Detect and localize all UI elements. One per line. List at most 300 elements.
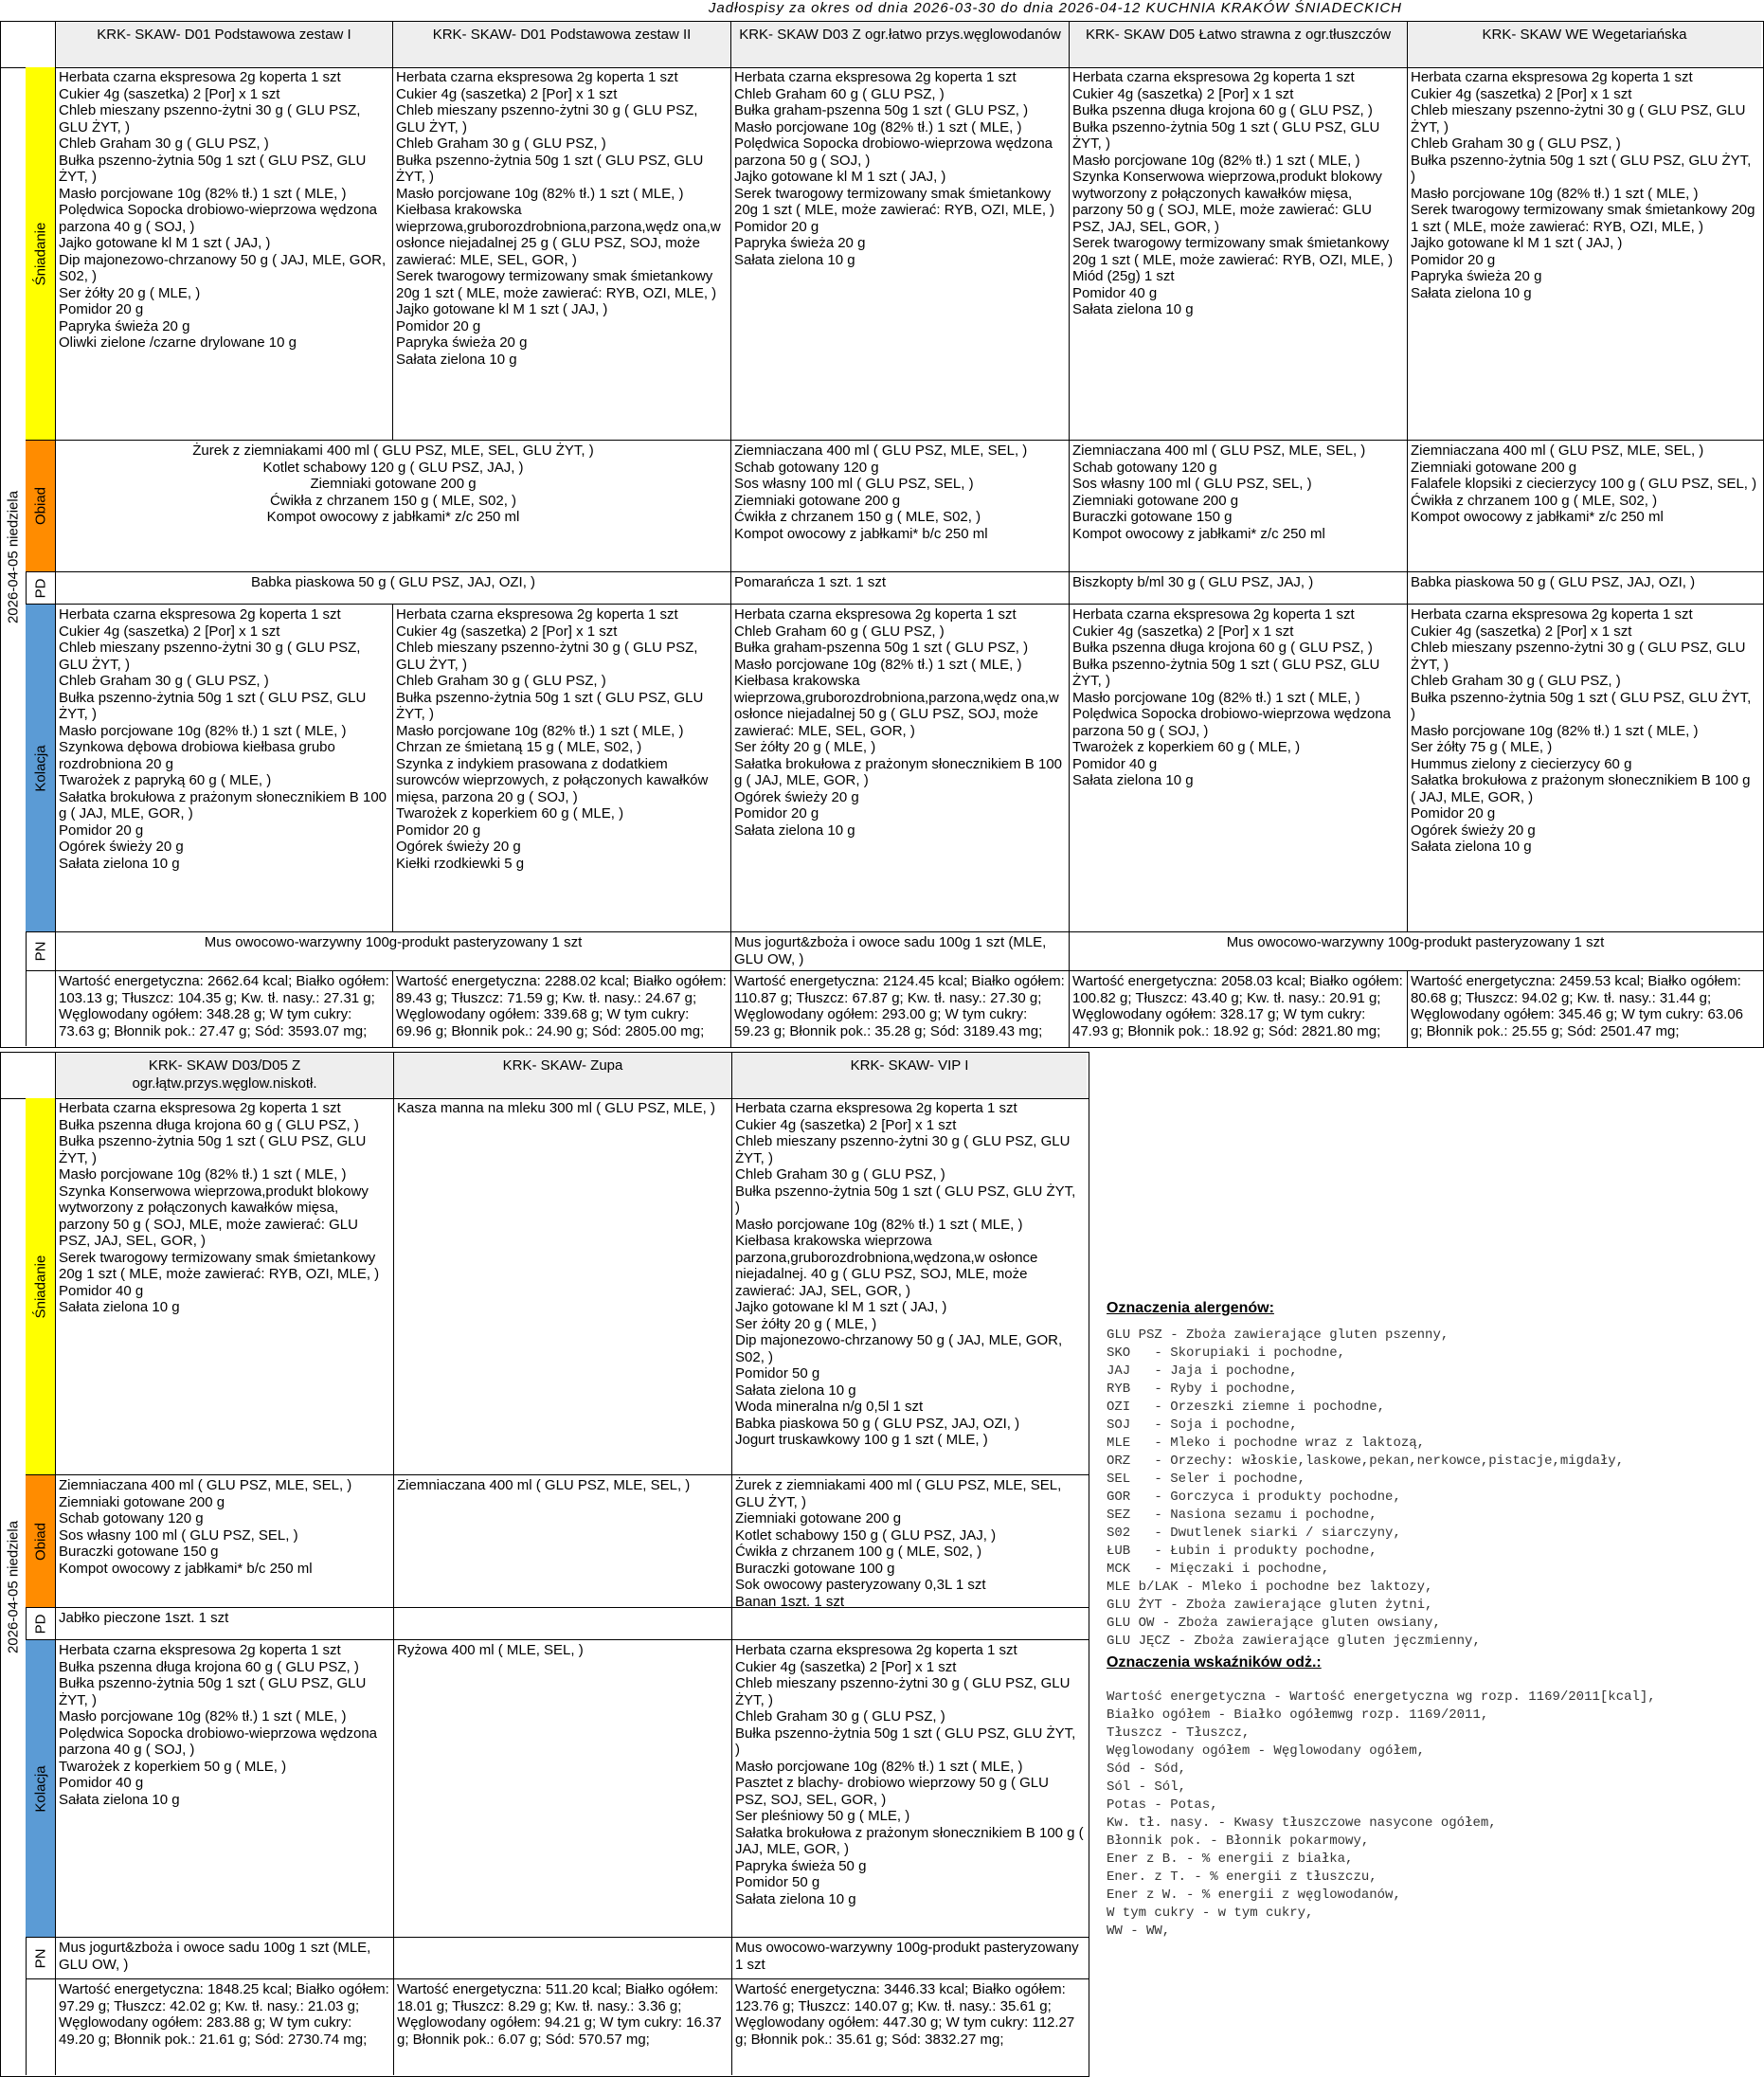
menu-item: Bułka pszenno-żytnia 50g 1 szt ( GLU PSZ, GLU ŻYT, ) [59,152,367,185]
menu-item: Schab gotowany 120 g [734,459,879,476]
menu-item: Masło porcjowane 10g (82% tł.) 1 szt ( MLE, ) [396,185,684,202]
menu-item: Cukier 4g (saszetka) 2 [Por] x 1 szt [1411,85,1632,102]
menu-item: Cukier 4g (saszetka) 2 [Por] x 1 szt [396,85,618,102]
menu-item: Jogurt truskawkowy 100 g 1 szt ( MLE, ) [735,1432,988,1448]
menu-item: Ćwikła z chrzanem 100 g ( MLE, S02, ) [735,1544,982,1560]
menu-item: Papryka świeża 20 g [396,334,528,351]
menu-item: Ziemniaki gotowane 200 g [310,476,477,492]
menu-cell [56,67,393,440]
header-blank [1,1053,56,1098]
menu-item: Kompot owocowy z jabłkami* z/c 250 ml [1072,525,1325,542]
legend-line: GLU PSZ - Zboża zawierające gluten pszenny, [1107,1327,1449,1343]
diet-header: KRK- SKAW WE Wegetariańska [1408,22,1761,67]
meal-label-supper: Kolacja [26,605,56,932]
menu-item: Herbata czarna ekspresowa 2g koperta 1 szt [59,1100,341,1116]
menu-item: Chleb mieszany pszenno-żytni 30 g ( GLU PSZ, GLU ŻYT, ) [59,102,361,135]
menu-item: Bułka pszenno-żytnia 50g 1 szt ( GLU PSZ, GLU ŻYT, ) [1072,118,1380,152]
menu-item: Kiełbasa krakowska wieprzowa,gruborozdrobniona,parzona,wędz ona,w osłonce niejadalnej 25 g ( GLU PSZ, SOJ, może zawierać: MLE, SEL, GOR, ) [396,202,721,268]
menu-item: Sałata zielona 10 g [1411,284,1532,301]
menu-item: Szynka Konserwowa wieprzowa,produkt blokowy wytworzony z połączonych kawałków mięsa, parzony 50 g ( SOJ, MLE, może zawierać: GLU PSZ, JAJ, SEL, GOR, ) [1072,169,1382,235]
menu-cell: Wartość energetyczna: 2288.02 kcal; Białko ogółem: 89.43 g; Tłuszcz: 71.59 g; Kw. tł. nasy.: 24.67 g; Węglowodany ogółem: 339.68 g; W tym cukry: 69.96 g; Błonnik pok.: 24.90 g; Sód: 2805.00 mg; [393,971,731,1047]
menu-cell: Wartość energetyczna: 3446.33 kcal; Białko ogółem: 123.76 g; Tłuszcz: 140.07 g; Kw. tł. nasy.: 35.61 g; Węglowodany ogółem: 447.30 g; W tym cukry: 112.27 g; Błonnik pok.: 35.61 g; Sód: 3832.27 mg; [735,1981,1075,2048]
menu-item: Ziemniaczana 400 ml ( GLU PSZ, MLE, SEL, ) [734,442,1028,459]
menu-item: Kiełbasa krakowska wieprzowa parzona,gruborozdrobniona,wędzona,w osłonce niejadalnej. 40 g ( GLU PSZ, SOJ, MLE, może zawierać: JAJ, SEL, GOR, ) [735,1233,1038,1299]
menu-item: Chrzan ze śmietaną 15 g ( MLE, S02, ) [396,739,642,755]
meal-label-breakfast: Śniadanie [26,67,56,441]
legend-line: Błonnik pok. - Błonnik pokarmowy, [1107,1833,1370,1849]
menu-item: Sałata zielona 10 g [735,1382,856,1399]
menu-item: Kompot owocowy z jabłkami* z/c 250 ml [1411,509,1664,525]
menu-cell [732,1640,1087,1937]
menu-item: Bułka pszenna długa krojona 60 g ( GLU PSZ, ) [1072,102,1373,118]
diet-header: KRK- SKAW D05 Łatwo strawna z ogr.tłuszczów [1070,22,1408,67]
legend-line: MLE - Mleko i pochodne wraz z laktozą, [1107,1436,1426,1451]
menu-item: Sos własny 100 ml ( GLU PSZ, SEL, ) [1072,476,1312,492]
menu-cell: Mus owocowo-warzywny 100g-produkt pasteryzowany 1 szt [1226,934,1605,950]
meal-label-pd: PD [26,572,56,605]
menu-cell [1070,67,1408,440]
breakfast-row-bottom [56,1098,1089,1475]
menu-item: Bułka pszenno-żytnia 50g 1 szt ( GLU PSZ, GLU ŻYT, ) [735,1183,1076,1216]
menu-item: Jajko gotowane kl M 1 szt ( JAJ, ) [59,235,271,251]
menu-item: Polędwica Sopocka drobiowo-wieprzowa wędzona parzona 40 g ( SOJ, ) [59,202,378,235]
menu-item: Dip majonezowo-chrzanowy 50 g ( JAJ, MLE, GOR, S02, ) [735,1332,1063,1365]
menu-item: Jajko gotowane kl M 1 szt ( JAJ, ) [734,169,946,185]
menu-item: Masło porcjowane 10g (82% tł.) 1 szt ( MLE, ) [735,1216,1023,1233]
legend-line: GLU ŻYT - Zboża zawierające gluten żytni, [1107,1598,1433,1613]
menu-item: Herbata czarna ekspresowa 2g koperta 1 szt [734,606,1017,623]
menu-item: Buraczki gotowane 100 g [735,1560,895,1577]
meal-label-pd-bottom: PD [26,1608,56,1640]
menu-item: Schab gotowany 120 g [59,1510,204,1526]
legend-line: MLE b/LAK - Mleko i pochodne bez laktozy, [1107,1580,1433,1595]
meal-label-blank [26,971,56,1047]
menu-item: Bułka pszenno-żytnia 50g 1 szt ( GLU PSZ, GLU ŻYT, ) [1072,656,1380,689]
menu-item: Ser pleśniowy 50 g ( MLE, ) [735,1808,910,1824]
meal-label-breakfast-bottom: Śniadanie [26,1098,56,1475]
menu-item: Masło porcjowane 10g (82% tł.) 1 szt ( MLE, ) [734,656,1022,673]
nutrition-row [56,971,1763,1047]
legend-line: GOR - Gorczyca i produkty pochodne, [1107,1490,1401,1505]
legend-line: S02 - Dwutlenek siarki / siarczyny, [1107,1526,1401,1541]
menu-item: Sałata zielona 10 g [1072,301,1194,317]
menu-item: Cukier 4g (saszetka) 2 [Por] x 1 szt [1411,623,1632,640]
menu-item: Twarożek z koperkiem 60 g ( MLE, ) [1072,739,1301,755]
menu-item: Sałatka brokułowa z prażonym słonecznikiem B 100 g ( JAJ, MLE, GOR, ) [1411,772,1751,805]
menu-item: Sok owocowy pasteryzowany 0,3L 1 szt [735,1577,986,1593]
pn-row [56,932,1763,971]
menu-item: Chleb Graham 30 g ( GLU PSZ, ) [735,1166,945,1183]
menu-item: Cukier 4g (saszetka) 2 [Por] x 1 szt [59,85,280,102]
menu-cell [56,605,393,931]
menu-cell: Wartość energetyczna: 2124.45 kcal; Białko ogółem: 110.87 g; Tłuszcz: 67.87 g; Kw. tł. nasy.: 27.30 g; Węglowodany ogółem: 293.00 g; W tym cukry: 59.23 g; Błonnik pok.: 35.28 g; Sód: 3189.43 mg; [731,971,1070,1047]
menu-item: Chleb mieszany pszenno-żytni 30 g ( GLU PSZ, GLU ŻYT, ) [59,640,361,673]
legend-line: GLU OW - Zboża zawierające gluten owsiany, [1107,1616,1441,1631]
menu-item: Pomidor 20 g [734,805,819,822]
menu-item: Papryka świeża 50 g [735,1857,867,1874]
menu-item: Kotlet schabowy 150 g ( GLU PSZ, JAJ, ) [735,1526,997,1544]
legend-line: RYB - Ryby i pochodne, [1107,1382,1298,1397]
menu-item: Herbata czarna ekspresowa 2g koperta 1 szt [1411,69,1693,85]
menu-cell [1408,605,1761,931]
date-label-bottom: 2026-04-05 niedziela [1,1098,27,2075]
menu-item: Ser żółty 20 g ( MLE, ) [735,1315,877,1332]
menu-item: Jajko gotowane kl M 1 szt ( JAJ, ) [396,301,608,317]
menu-item: Ryżowa 400 ml ( MLE, SEL, ) [397,1642,584,1658]
legend-line: WW - WW, [1107,1923,1171,1939]
menu-item: Szynkowa dębowa drobiowa kiełbasa grubo rozdrobniona 20 g [59,739,335,772]
menu-item: Sałatka brokułowa z prażonym słonecznikiem B 100 g ( JAJ, MLE, GOR, ) [734,755,1063,788]
menu-item: Masło porcjowane 10g (82% tł.) 1 szt ( MLE, ) [735,1758,1023,1775]
menu-item: Kiełbasa krakowska wieprzowa,gruborozdrobniona,parzona,wędz ona,w osłonce niejadalnej 50 g ( GLU PSZ, SOJ, może zawierać: MLE, SEL, GOR, ) [734,673,1059,739]
menu-cell: Wartość energetyczna: 1848.25 kcal; Białko ogółem: 97.29 g; Tłuszcz: 42.02 g; Kw. tł. nasy.: 21.03 g; Węglowodany ogółem: 283.88 g; W tym cukry: 49.20 g; Błonnik pok.: 21.61 g; Sód: 2730.74 mg; [56,1979,394,2075]
allergen-list [1107,1327,1760,1651]
menu-item: Papryka świeża 20 g [1411,268,1542,284]
pn-row-bottom [56,1938,1089,1979]
legend-line: Tłuszcz - Tłuszcz, [1107,1725,1251,1741]
menu-item: Chleb Graham 30 g ( GLU PSZ, ) [1411,673,1621,689]
menu-item: Masło porcjowane 10g (82% tł.) 1 szt ( MLE, ) [1411,722,1699,739]
menu-item: Herbata czarna ekspresowa 2g koperta 1 szt [59,606,341,623]
menu-item: Ser żółty 20 g ( MLE, ) [59,284,201,301]
menu-item: Sałata zielona 10 g [735,1890,856,1907]
menu-item: Ogórek świeży 20 g [396,839,521,855]
menu-item: Chleb Graham 30 g ( GLU PSZ, ) [396,135,606,152]
menu-item: Masło porcjowane 10g (82% tł.) 1 szt ( MLE, ) [59,1166,347,1183]
menu-item: Pomidor 20 g [1411,251,1496,268]
menu-item: Buraczki gotowane 150 g [1072,509,1233,525]
menu-cell: Mus owocowo-warzywny 100g-produkt pasteryzowany 1 szt [56,932,731,970]
menu-item: Sałata zielona 10 g [59,1299,180,1315]
menu-item: Chleb mieszany pszenno-żytni 30 g ( GLU PSZ, GLU ŻYT, ) [735,1133,1071,1166]
menu-item: Bułka pszenna długa krojona 60 g ( GLU PSZ, ) [1072,640,1373,656]
menu-cell: Wartość energetyczna: 511.20 kcal; Białko ogółem: 18.01 g; Tłuszcz: 8.29 g; Kw. tł. nasy.: 3.36 g; Węglowodany ogółem: 94.21 g; W tym cukry: 16.37 g; Błonnik pok.: 6.07 g; Sód: 570.57 mg; [394,1979,732,2075]
menu-item: Masło porcjowane 10g (82% tł.) 1 szt ( MLE, ) [734,118,1022,135]
menu-item: Bułka pszenna długa krojona 60 g ( GLU PSZ, ) [59,1658,359,1675]
menu-item: Papryka świeża 20 g [59,317,190,334]
menu-item: Jajko gotowane kl M 1 szt ( JAJ, ) [1411,235,1623,251]
menu-item: Pasztet z blachy- drobiowo wieprzowy 50 g ( GLU PSZ, SOJ, SEL, GOR, ) [735,1775,1049,1808]
header-blank [1,22,56,67]
menu-item: Chleb Graham 30 g ( GLU PSZ, ) [396,673,606,689]
menu-item: Babka piaskowa 50 g ( GLU PSZ, JAJ, OZI, ) [735,1415,1020,1432]
menu-cell [393,605,731,931]
menu-item: Sałata zielona 10 g [59,1791,180,1808]
legend-line: SEL - Seler i pochodne, [1107,1472,1306,1487]
menu-cell [1070,441,1408,571]
menu-item: Herbata czarna ekspresowa 2g koperta 1 szt [59,69,341,85]
indicator-list [1107,1689,1760,1941]
allergens-title: Oznaczenia alergenów: [1107,1300,1274,1316]
diet-header-row-bottom [1,1053,1089,1099]
menu-item: Herbata czarna ekspresowa 2g koperta 1 szt [734,69,1017,85]
menu-item: Pomidor 20 g [1411,805,1496,822]
menu-cell [1408,441,1761,571]
menu-item: Ziemniaki gotowane 200 g [734,492,901,509]
menu-item: Ziemniaki gotowane 200 g [1411,459,1577,476]
menu-item: Pomidor 20 g [59,301,144,317]
menu-item: Masło porcjowane 10g (82% tł.) 1 szt ( MLE, ) [1072,689,1360,706]
meal-label-supper-bottom: Kolacja [26,1640,56,1938]
menu-item: Bułka pszenno-żytnia 50g 1 szt ( GLU PSZ, GLU ŻYT, ) [1411,689,1752,722]
menu-item: Serek twarogowy termizowany smak śmietankowy 20g 1 szt ( MLE, może zawierać: RYB, OZI, MLE, ) [396,268,717,301]
menu-item: Chleb Graham 30 g ( GLU PSZ, ) [1411,135,1621,152]
diet-header-row [1,22,1763,68]
legend-line: Węglowodany ogółem - Węglowodany ogółem, [1107,1743,1426,1759]
menu-item: Ser żółty 75 g ( MLE, ) [1411,739,1553,755]
menu-cell: Wartość energetyczna: 2058.03 kcal; Białko ogółem: 100.82 g; Tłuszcz: 43.40 g; Kw. tł. nasy.: 20.91 g; Węglowodany ogółem: 328.17 g; W tym cukry: 47.93 g; Błonnik pok.: 18.92 g; Sód: 2821.80 mg; [1070,971,1408,1047]
meal-label-lunch-bottom: Obiad [26,1475,56,1608]
legend-line: Ener z B. - % energii z białka, [1107,1851,1354,1867]
menu-item: Banan 1szt. 1 szt [735,1593,845,1607]
legend-line: SOJ - Soja i pochodne, [1107,1418,1298,1433]
menu-cell [56,441,731,571]
menu-item: Miód (25g) 1 szt [1072,268,1175,284]
menu-item: Chleb mieszany pszenno-żytni 30 g ( GLU PSZ, GLU ŻYT, ) [1411,640,1746,673]
menu-item: Masło porcjowane 10g (82% tł.) 1 szt ( MLE, ) [59,185,347,202]
menu-item: Ziemniaki gotowane 200 g [1072,492,1239,509]
menu-cell [394,1608,732,1639]
menu-table-top [0,21,1764,1048]
menu-item: Serek twarogowy termizowany smak śmietankowy 20g 1 szt ( MLE, może zawierać: RYB, OZI, MLE, ) [1072,235,1394,268]
menu-item: Pomidor 40 g [1072,284,1158,301]
menu-item: Falafele klopsiki z ciecierzycy 100 g ( GLU PSZ, SEL, ) [1411,476,1757,492]
menu-cell [56,1640,394,1937]
menu-item: Ser żółty 20 g ( MLE, ) [734,739,876,755]
menu-item: Herbata czarna ekspresowa 2g koperta 1 szt [1072,606,1355,623]
menu-item: Kompot owocowy z jabłkami* z/c 250 ml [266,509,520,525]
menu-item: Ćwikła z chrzanem 150 g ( MLE, S02, ) [269,492,517,509]
menu-item: Sałatka brokułowa z prażonym słonecznikiem B 100 g ( JAJ, MLE, GOR, ) [59,788,387,822]
menu-item: Pomidor 40 g [59,1282,144,1299]
date-label: 2026-04-05 niedziela [1,67,27,1046]
menu-item: Ćwikła z chrzanem 100 g ( MLE, S02, ) [1411,492,1658,509]
menu-item: Pomidor 20 g [396,317,481,334]
menu-item: Sałata zielona 10 g [734,822,855,839]
menu-item: Serek twarogowy termizowany smak śmietankowy 20g 1 szt ( MLE, może zawierać: RYB, OZI, MLE, ) [734,185,1055,218]
legend-line: ORZ - Orzechy: włoskie,laskowe,pekan,nerkowce,pistacje,migdały, [1107,1454,1625,1469]
menu-item: Kasza manna na mleku 300 ml ( GLU PSZ, MLE, ) [397,1100,715,1116]
menu-cell [394,1938,732,1978]
diet-header: KRK- SKAW- D01 Podstawowa zestaw I [56,22,393,67]
menu-item: Bułka pszenno-żytnia 50g 1 szt ( GLU PSZ, GLU ŻYT, ) [59,689,367,722]
menu-cell [56,1475,394,1607]
menu-item: Kompot owocowy z jabłkami* b/c 250 ml [734,525,988,542]
menu-cell [731,605,1070,931]
supper-row [56,605,1763,932]
menu-item: Cukier 4g (saszetka) 2 [Por] x 1 szt [59,623,280,640]
menu-item: Cukier 4g (saszetka) 2 [Por] x 1 szt [735,1116,957,1133]
menu-item: Sos własny 100 ml ( GLU PSZ, SEL, ) [59,1526,298,1544]
menu-item: Chleb mieszany pszenno-żytni 30 g ( GLU PSZ, GLU ŻYT, ) [735,1675,1071,1708]
menu-item: Żurek z ziemniakami 400 ml ( GLU PSZ, MLE, SEL, GLU ŻYT, ) [735,1477,1062,1510]
menu-item: Herbata czarna ekspresowa 2g koperta 1 szt [396,69,678,85]
legend-line: Potas - Potas, [1107,1797,1218,1813]
menu-item: Ziemniaki gotowane 200 g [735,1510,902,1526]
menu-item: Polędwica Sopocka drobiowo-wieprzowa wędzona parzona 50 g ( SOJ, ) [1072,706,1392,739]
menu-cell [732,1475,1087,1607]
menu-item: Twarożek z koperkiem 60 g ( MLE, ) [396,805,624,822]
lunch-row-bottom [56,1475,1089,1608]
legend-line: Białko ogółem - Białko ogółemwg rozp. 1169/2011, [1107,1707,1489,1723]
menu-item: Bułka pszenno-żytnia 50g 1 szt ( GLU PSZ, GLU ŻYT, ) [1411,152,1752,185]
menu-item: Masło porcjowane 10g (82% tł.) 1 szt ( MLE, ) [59,722,347,739]
menu-cell [56,1098,394,1474]
menu-cell [732,1608,1087,1639]
menu-item: Herbata czarna ekspresowa 2g koperta 1 szt [396,606,678,623]
menu-item: Dip majonezowo-chrzanowy 50 g ( JAJ, MLE, GOR, S02, ) [59,251,387,284]
menu-cell: Biszkopty b/ml 30 g ( GLU PSZ, JAJ, ) [1070,572,1408,604]
menu-item: Ogórek świeży 20 g [1411,822,1536,839]
indicators-title: Oznaczenia wskaźników odż.: [1107,1654,1322,1671]
menu-item: Pomidor 20 g [734,218,819,235]
menu-item: Jajko gotowane kl M 1 szt ( JAJ, ) [735,1299,947,1315]
menu-item: Sałata zielona 10 g [396,351,517,368]
menu-item: Sos własny 100 ml ( GLU PSZ, SEL, ) [734,476,974,492]
menu-item: Herbata czarna ekspresowa 2g koperta 1 szt [735,1642,1017,1658]
menu-item: Masło porcjowane 10g (82% tł.) 1 szt ( MLE, ) [1072,152,1360,169]
legend-line: W tym cukry - w tym cukry, [1107,1905,1314,1921]
menu-cell [1408,67,1761,440]
meal-label-blank-bottom [26,1979,56,2075]
meal-label-pn-bottom: PN [26,1938,56,1979]
menu-item: Sałatka brokułowa z prażonym słonecznikiem B 100 g ( JAJ, MLE, GOR, ) [735,1824,1084,1857]
menu-item: Kompot owocowy z jabłkami* b/c 250 ml [59,1560,313,1577]
menu-item: Bułka pszenno-żytnia 50g 1 szt ( GLU PSZ, GLU ŻYT, ) [396,152,704,185]
menu-cell [731,441,1070,571]
menu-item: Sałata zielona 10 g [734,251,855,268]
menu-item: Ziemniaczana 400 ml ( GLU PSZ, MLE, SEL, ) [397,1477,691,1493]
menu-item: Twarożek z koperkiem 50 g ( MLE, ) [59,1758,287,1775]
menu-item: Hummus zielony z ciecierzycy 60 g [1411,755,1632,772]
menu-item: Chleb Graham 60 g ( GLU PSZ, ) [734,85,945,102]
legend-line: OZI - Orzeszki ziemne i pochodne, [1107,1400,1386,1415]
page-title: Jadłospisy za okres od dnia 2026-03-30 do dnia 2026-04-12 KUCHNIA KRAKÓW ŚNIADECKICH [708,0,1402,16]
menu-item: Szynka z indykiem prasowana z dodatkiem surowców wieprzowych, z połączonych kawałków mięsa, parzona 20 g ( SOJ, ) [396,755,709,805]
menu-item: Ziemniaczana 400 ml ( GLU PSZ, MLE, SEL, ) [1411,442,1704,459]
menu-item: Serek twarogowy termizowany smak śmietankowy 20g 1 szt ( MLE, może zawierać: RYB, OZI, MLE, ) [1411,202,1755,235]
legend-line: Sól - Sól, [1107,1779,1187,1795]
menu-cell [394,1098,732,1474]
legend-line: Ener. z T. - % energii z tłuszczu, [1107,1869,1377,1885]
menu-item: Szynka Konserwowa wieprzowa,produkt blokowy wytworzony z połączonych kawałków mięsa, parzony 50 g ( SOJ, MLE, może zawierać: GLU PSZ, JAJ, SEL, GOR, ) [59,1183,369,1249]
menu-item: Oliwki zielone /czarne drylowane 10 g [59,334,297,351]
menu-item: Chleb Graham 60 g ( GLU PSZ, ) [734,623,945,640]
menu-item: Cukier 4g (saszetka) 2 [Por] x 1 szt [396,623,618,640]
menu-item: Pomidor 50 g [735,1365,820,1382]
meal-label-lunch: Obiad [26,441,56,572]
menu-item: Bułka graham-pszenna 50g 1 szt ( GLU PSZ, ) [734,102,1029,118]
meal-label-pn: PN [26,932,56,971]
pd-row [56,572,1763,605]
legend-line: JAJ - Jaja i pochodne, [1107,1364,1298,1379]
legend-line: Ener z W. - % energii z węglowodanów, [1107,1887,1401,1903]
legend-line: Wartość energetyczna - Wartość energetyczna wg rozp. 1169/2011[kcal], [1107,1689,1656,1705]
menu-cell: Wartość energetyczna: 2459.53 kcal; Białko ogółem: 80.68 g; Tłuszcz: 94.02 g; Kw. tł. nasy.: 31.44 g; Węglowodany ogółem: 345.46 g; W tym cukry: 63.06 g; Błonnik pok.: 25.55 g; Sód: 2501.47 mg; [1411,973,1744,1039]
menu-item: Cukier 4g (saszetka) 2 [Por] x 1 szt [1072,623,1294,640]
menu-item: Ćwikła z chrzanem 150 g ( MLE, S02, ) [734,509,981,525]
legend-line: Sód - Sód, [1107,1761,1187,1777]
menu-cell: Mus owocowo-warzywny 100g-produkt pasteryzowany 1 szt [735,1940,1079,1973]
menu-item: Pomidor 40 g [1072,755,1158,772]
menu-item: Chleb mieszany pszenno-żytni 30 g ( GLU PSZ, GLU ŻYT, ) [396,102,698,135]
diet-header: KRK- SKAW D03/D05 Z ogr.łątw.przys.węglow.niskotł. [56,1053,394,1098]
menu-item: Bułka pszenna długa krojona 60 g ( GLU PSZ, ) [59,1116,359,1133]
menu-item: Herbata czarna ekspresowa 2g koperta 1 szt [1072,69,1355,85]
menu-cell: Jabłko pieczone 1szt. 1 szt [56,1608,394,1639]
menu-item: Masło porcjowane 10g (82% tł.) 1 szt ( MLE, ) [59,1708,347,1725]
menu-cell: Mus jogurt&zboża i owoce sadu 100g 1 szt (MLE, GLU OW, ) [731,932,1070,970]
menu-item: Schab gotowany 120 g [1072,459,1217,476]
breakfast-row [56,67,1763,441]
legend-line: SKO - Skorupiaki i pochodne, [1107,1346,1346,1361]
menu-cell: Pomarańcza 1 szt. 1 szt [731,572,1070,604]
menu-item: Herbata czarna ekspresowa 2g koperta 1 szt [735,1100,1017,1116]
menu-cell: Babka piaskowa 50 g ( GLU PSZ, JAJ, OZI, ) [56,572,731,604]
legend-line: GLU JĘCZ - Zboża zawierające gluten jęczmienny, [1107,1634,1481,1649]
diet-header: KRK- SKAW D03 Z ogr.łatwo przys.węglowodanów [731,22,1070,67]
menu-item: Chleb Graham 30 g ( GLU PSZ, ) [735,1708,945,1725]
legend-line: ŁUB - Łubin i produkty pochodne, [1107,1544,1377,1559]
menu-item: Ogórek świeży 20 g [734,788,859,805]
menu-item: Ogórek świeży 20 g [59,839,184,855]
diet-header: KRK- SKAW- D01 Podstawowa zestaw II [393,22,731,67]
legend-line: SEZ - Nasiona sezamu i pochodne, [1107,1508,1377,1523]
pd-row-bottom [56,1608,1089,1640]
menu-cell: Mus jogurt&zboża i owoce sadu 100g 1 szt (MLE, GLU OW, ) [56,1938,394,1978]
menu-item: Pomidor 20 g [59,822,144,839]
menu-item: Sałata zielona 10 g [1411,839,1532,855]
menu-item: Twarożek z papryką 60 g ( MLE, ) [59,772,272,788]
menu-table-bottom [0,1052,1089,2077]
menu-item: Bułka graham-pszenna 50g 1 szt ( GLU PSZ, ) [734,640,1029,656]
diet-header: KRK- SKAW- VIP I [732,1053,1087,1098]
menu-item: Sałata zielona 10 g [59,855,180,872]
menu-item: Chleb Graham 30 g ( GLU PSZ, ) [59,135,269,152]
menu-item: Cukier 4g (saszetka) 2 [Por] x 1 szt [735,1658,957,1675]
menu-item: Cukier 4g (saszetka) 2 [Por] x 1 szt [1072,85,1294,102]
menu-item: Buraczki gotowane 150 g [59,1544,219,1560]
menu-cell [1070,605,1408,931]
menu-item: Pomidor 40 g [59,1775,144,1791]
menu-cell [394,1475,732,1607]
menu-item: Bułka pszenno-żytnia 50g 1 szt ( GLU PSZ, GLU ŻYT, ) [59,1675,367,1708]
menu-cell [394,1640,732,1937]
menu-item: Chleb Graham 30 g ( GLU PSZ, ) [59,673,269,689]
menu-item: Żurek z ziemniakami 400 ml ( GLU PSZ, MLE, SEL, GLU ŻYT, ) [192,442,594,459]
menu-cell [732,1098,1087,1474]
menu-item: Herbata czarna ekspresowa 2g koperta 1 szt [1411,606,1693,623]
nutrition-row-bottom [56,1979,1089,2075]
menu-item: Ziemniaczana 400 ml ( GLU PSZ, MLE, SEL, ) [1072,442,1366,459]
legend-line: Kw. tł. nasy. - Kwasy tłuszczowe nasycone ogółem, [1107,1815,1497,1831]
menu-item: Woda mineralna n/g 0,5l 1 szt [735,1399,924,1415]
legend-line: MCK - Mięczaki i pochodne, [1107,1562,1330,1577]
menu-item: Kotlet schabowy 120 g ( GLU PSZ, JAJ, ) [262,459,524,476]
diet-header: KRK- SKAW- Zupa [394,1053,732,1098]
menu-cell [731,67,1070,440]
menu-item: Herbata czarna ekspresowa 2g koperta 1 szt [59,1642,341,1658]
menu-item: Ziemniaczana 400 ml ( GLU PSZ, MLE, SEL, ) [59,1477,352,1493]
menu-item: Polędwica Sopocka drobiowo-wieprzowa wędzona parzona 40 g ( SOJ, ) [59,1725,378,1758]
legend [1107,1300,1760,1941]
menu-cell: Wartość energetyczna: 2662.64 kcal; Białko ogółem: 103.13 g; Tłuszcz: 104.35 g; Kw. tł. nasy.: 27.31 g; Węglowodany ogółem: 348.28 g; W tym cukry: 73.63 g; Błonnik pok.: 27.47 g; Sód: 3593.07 mg; [56,971,393,1047]
menu-cell: Babka piaskowa 50 g ( GLU PSZ, JAJ, OZI, ) [1411,574,1696,590]
menu-item: Ziemniaki gotowane 200 g [59,1493,225,1510]
menu-cell [393,67,731,440]
supper-row-bottom [56,1640,1089,1938]
menu-item: Pomidor 20 g [396,822,481,839]
